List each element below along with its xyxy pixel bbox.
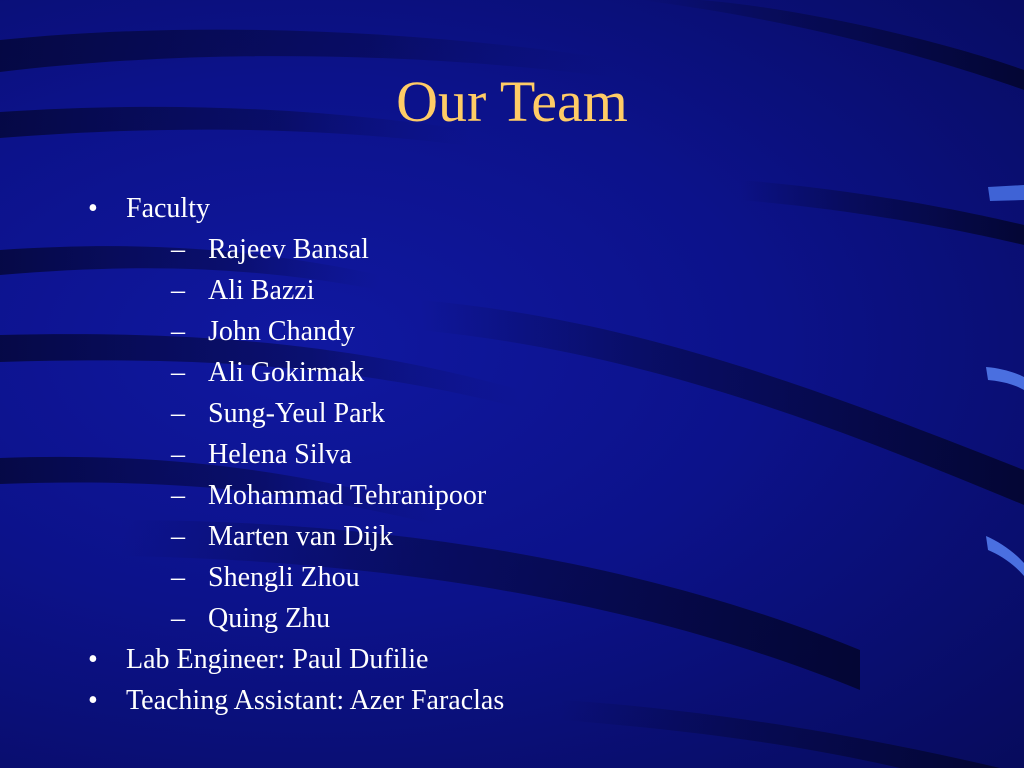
dash-icon: – — [171, 480, 185, 511]
faculty-member — [171, 598, 968, 639]
faculty-name: Marten van Dijk — [208, 521, 394, 552]
faculty-member — [171, 557, 968, 598]
faculty-name: Shengli Zhou — [208, 562, 360, 593]
faculty-name: John Chandy — [208, 316, 355, 347]
faculty-name: Helena Silva — [208, 439, 352, 470]
faculty-name: Rajeev Bansal — [208, 234, 369, 265]
slide-body — [88, 188, 968, 721]
bullet-label: Teaching Assistant: Azer Faraclas — [126, 685, 505, 716]
faculty-member — [171, 311, 968, 352]
bullet-label: Faculty — [126, 193, 210, 224]
bullet-item-faculty — [88, 188, 968, 639]
accent-dash — [988, 185, 1024, 201]
dash-icon: – — [171, 603, 185, 634]
dash-icon: – — [171, 275, 185, 306]
dash-icon: – — [171, 521, 185, 552]
faculty-name: Mohammad Tehranipoor — [208, 480, 487, 511]
bullet-icon: • — [88, 644, 98, 675]
bullet-icon: • — [88, 193, 98, 224]
bullet-item-lab-engineer — [88, 639, 968, 680]
faculty-member — [171, 475, 968, 516]
faculty-list — [126, 229, 968, 639]
faculty-name: Sung-Yeul Park — [208, 398, 385, 429]
faculty-member — [171, 516, 968, 557]
bullet-icon: • — [88, 685, 98, 716]
faculty-member — [171, 270, 968, 311]
bullet-item-teaching-assistant — [88, 680, 968, 721]
dash-icon: – — [171, 234, 185, 265]
dash-icon: – — [171, 316, 185, 347]
faculty-member — [171, 352, 968, 393]
slide-title: Our Team — [396, 69, 628, 134]
accent-dash — [986, 367, 1024, 390]
bullet-label: Lab Engineer: Paul Dufilie — [126, 644, 429, 675]
dash-icon: – — [171, 398, 185, 429]
accent-dash — [986, 536, 1024, 576]
dash-icon: – — [171, 439, 185, 470]
bullet-list — [88, 188, 968, 721]
faculty-member — [171, 229, 968, 270]
faculty-name: Ali Bazzi — [208, 275, 315, 306]
faculty-name: Ali Gokirmak — [208, 357, 365, 388]
dash-icon: – — [171, 562, 185, 593]
faculty-member — [171, 393, 968, 434]
dash-icon: – — [171, 357, 185, 388]
faculty-name: Quing Zhu — [208, 603, 331, 634]
faculty-member — [171, 434, 968, 475]
